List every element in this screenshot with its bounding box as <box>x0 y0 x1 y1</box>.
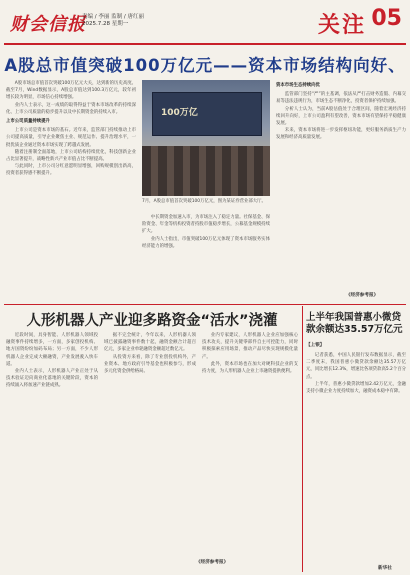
paragraph: 未来，资本市场将进一步发挥枢纽功能，更好服务新质生产力发展和经济高质量发展。 <box>276 128 406 141</box>
paragraph: 据不完全统计，今年以来，人形机器人领域已披露融资事件数十起，融资金额合计超百亿元，多家企业单轮融资金额超过数亿元。 <box>104 333 196 353</box>
header-meta <box>82 14 144 28</box>
story2-column-2 <box>104 332 196 568</box>
story1-headline: A股总市值突破100万亿元——资本市场结构向好、 <box>4 56 406 75</box>
subheading: 上市公司质量持续提升 <box>6 119 50 125</box>
paragraph: 近段时间，具身智能、人形机器人领域投融资事件持续增多，一方面，多家创投机构、地方国资纷纷加码布局；另一方面，不少人形机器人企业完成大额融资，产业发展驶入快车道。 <box>6 333 98 367</box>
section-divider <box>4 304 406 305</box>
story1-column-1 <box>6 80 136 300</box>
subheading: 资本市场生态持续向优 <box>276 83 320 88</box>
story2-headline: 人形机器人产业迎多路资金“活水”浇灌 <box>26 313 278 329</box>
page-number: 05 <box>371 6 402 31</box>
story2-column-1 <box>6 332 98 568</box>
paragraph: 业内人士表示，人形机器人产业正处于从技术验证迈向商业化落地的关键阶段，资本的持续涌入将加速产业链成熟。 <box>6 369 98 389</box>
photo-crowd <box>142 146 270 196</box>
paragraph: 中长期资金加速入市，为市场注入了稳定力量。社保基金、保险资金、年金等机构投资者持股市值稳步增长，公募基金规模持续扩大。 <box>142 215 270 235</box>
sidebox-body <box>306 352 406 560</box>
newspaper-logo: 财会信报 <box>10 14 86 35</box>
paragraph: A股市场总市值首次突破100万亿元大关，达到新的历史高度。截至7月，Wind数据显示，A股总市值达到100.3万亿元，较年初增长较为明显，市场信心持续增强。 <box>6 81 136 101</box>
story2-column-3 <box>202 332 298 556</box>
column-divider <box>302 306 303 572</box>
paragraph: 此外，资本市场也在加大对硬科技企业的支持力度，为人形机器人企业上市融资提供便利。 <box>202 361 298 375</box>
paragraph: 与此同时，上市公司分红意愿明显增强，回购规模创出新高，投资者获得感不断提升。 <box>6 164 136 177</box>
story1-photo <box>142 80 270 196</box>
paragraph: 随着注册制全面落地，上市公司结构持续优化，科技创新企业占比显著提升，战略性新兴产业市值占比不断提高。 <box>6 149 136 163</box>
paragraph: 上半年，普惠小微贷款增加2.42万亿元，金融支持小微企业力度持续加大，融资成本稳中有降。 <box>306 381 406 395</box>
sidebox-headline: 上半年我国普惠小微贷款余额达35.57万亿元 <box>306 312 403 335</box>
sidebox-byline: 新华社 <box>378 566 392 571</box>
story1-source: 《经济参考报》 <box>346 293 379 298</box>
section-title: 关注 <box>317 13 366 38</box>
paragraph: 业内人士表示，这一成绩的取得得益于资本市场改革的持续深化、上市公司质量的稳步提升以及中长期资金的持续入市。 <box>6 102 136 115</box>
paragraph: 从投资方来看，除了专业创投机构外，产业资本、地方政府引导基金也积极参与，形成多元化资金供给格局。 <box>104 354 196 375</box>
paragraph: 业内人士指出，市值突破100万亿元体现了资本市场服务实体经济能力的增强。 <box>142 236 270 249</box>
story2-source: 《经济参考报》 <box>196 560 229 565</box>
paragraph: 记者获悉，中国人民银行发布数据显示，截至二季度末，我国普惠小微贷款余额达35.57万亿元，同比增长12.3%，增速比各项贷款高5.2个百分点。 <box>306 353 406 380</box>
story1-column-2 <box>142 214 270 300</box>
date-line: 2025.7.28 星期一 <box>82 21 129 27</box>
header-divider <box>4 43 406 45</box>
story1-column-3 <box>276 80 406 290</box>
photo-screen-text: 100万亿 <box>161 108 198 118</box>
page-header <box>4 2 406 46</box>
photo-caption: 7月，A股总市值首次突破100万亿元，图为某证券营业部大厅。 <box>142 199 266 204</box>
paragraph: 上市公司是资本市场的基石。近年来，监管部门持续推动上市公司提高质量，引导企业聚焦主业、规范运作、提升治理水平，一批优质企业通过资本市场实现了跨越式发展。 <box>6 128 136 148</box>
editor-line: 责编 / 李丽 监制 / 唐红丽 <box>82 14 144 20</box>
photo-screen <box>152 92 262 136</box>
paragraph: 业内专家建议，人形机器人企业应加强核心技术攻关，提升关键零部件自主可控能力，同时积极探索应用场景，推动产品尽快实现规模化量产。 <box>202 333 298 360</box>
paragraph: 分析人士认为，当前A股估值处于合理区间，随着宏观经济持续回升向好，上市公司盈利有望改善，资本市场有望保持平稳健康发展。 <box>276 106 406 127</box>
paragraph: 监管部门坚持“严”的主基调，依法从严打击财务造假、内幕交易等违法违规行为，市场生态不断净化，投资者保护持续加强。 <box>276 92 406 105</box>
sidebox-source: 【上银】 <box>306 343 325 348</box>
